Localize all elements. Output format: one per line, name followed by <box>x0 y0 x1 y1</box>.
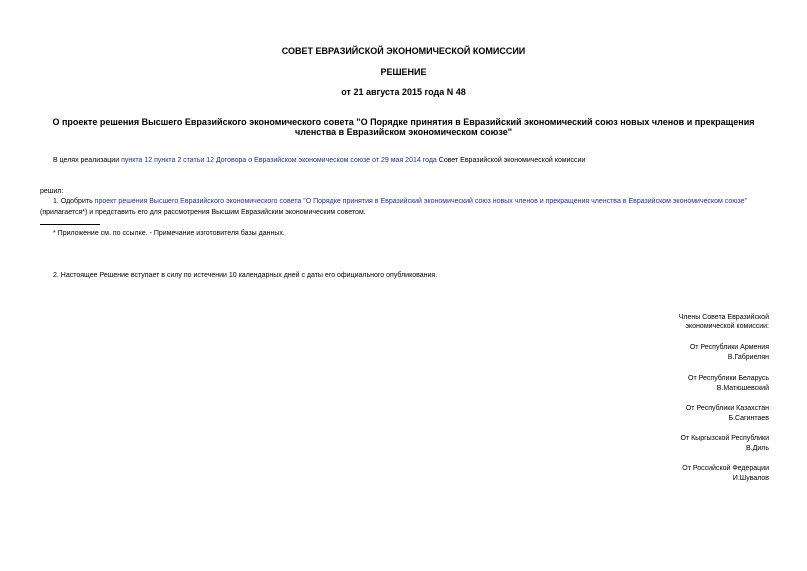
signatory-country: От Республики Армения <box>689 344 769 351</box>
item-1-line-1 <box>53 196 747 207</box>
treaty-link[interactable]: пункта 12 пункта 2 статьи 12 Договора о Евразийском экономическом союзе от 29 мая 2014 года <box>121 157 437 164</box>
signatory-name: В.Габриелян <box>727 354 769 361</box>
preamble-prefix: В целях реализации <box>53 157 122 164</box>
document-title-line-2: членства в Евразийском экономическом союзе" <box>295 127 512 137</box>
item-2-text: 2. Настоящее Решение вступает в силу по истечении 10 календарных дней с даты его официального опубликования. <box>53 272 438 279</box>
preamble-paragraph <box>53 155 585 166</box>
document-title-line-1: О проекте решения Высшего Евразийского экономического совета "О Порядке принятия в Евразийский экономический союз новых членов и прекращения <box>52 117 755 127</box>
doc-type-heading: РЕШЕНИЕ <box>380 67 427 77</box>
signatory-country: От Республики Беларусь <box>688 375 769 382</box>
signatory-country: От Кыргызской Республики <box>680 435 769 442</box>
signatory-country: От Республики Казахстан <box>685 405 769 412</box>
org-heading: СОВЕТ ЕВРАЗИЙСКОЙ ЭКОНОМИЧЕСКОЙ КОМИССИИ <box>281 46 526 56</box>
signatory-name: И.Шувалов <box>732 475 769 482</box>
footnote-text: * Приложение см. по ссылке. - Примечание изготовителя базы данных. <box>53 230 285 237</box>
signatory-name: В.Матюшевский <box>716 385 769 392</box>
preamble-suffix: Совет Евразийской экономической комиссии <box>436 157 586 164</box>
signatory-name: Б.Сагинтаев <box>728 415 769 422</box>
item-1-prefix: 1. Одобрить <box>53 198 95 205</box>
draft-decision-link[interactable]: проект решения Высшего Евразийского экономического совета "О Порядке принятия в Евразийский экономический союз новых членов и прекращения членства в Евразийском экономическом союзе" <box>94 198 748 205</box>
item-1-line-2: (прилагается*) и представить его для рассмотрения Высшим Евразийским экономическим советом. <box>40 209 366 216</box>
signatory-country: От Российской Федерации <box>682 465 769 472</box>
footnote-divider <box>40 224 100 225</box>
resolved-label: решил: <box>40 188 64 195</box>
signatures-heading-line-1: Члены Совета Евразийской <box>678 314 769 321</box>
signatures-heading-line-2: экономической комиссии: <box>685 323 769 330</box>
signatory-name: В.Диль <box>746 445 769 452</box>
date-number-heading: от 21 августа 2015 года N 48 <box>341 87 466 97</box>
